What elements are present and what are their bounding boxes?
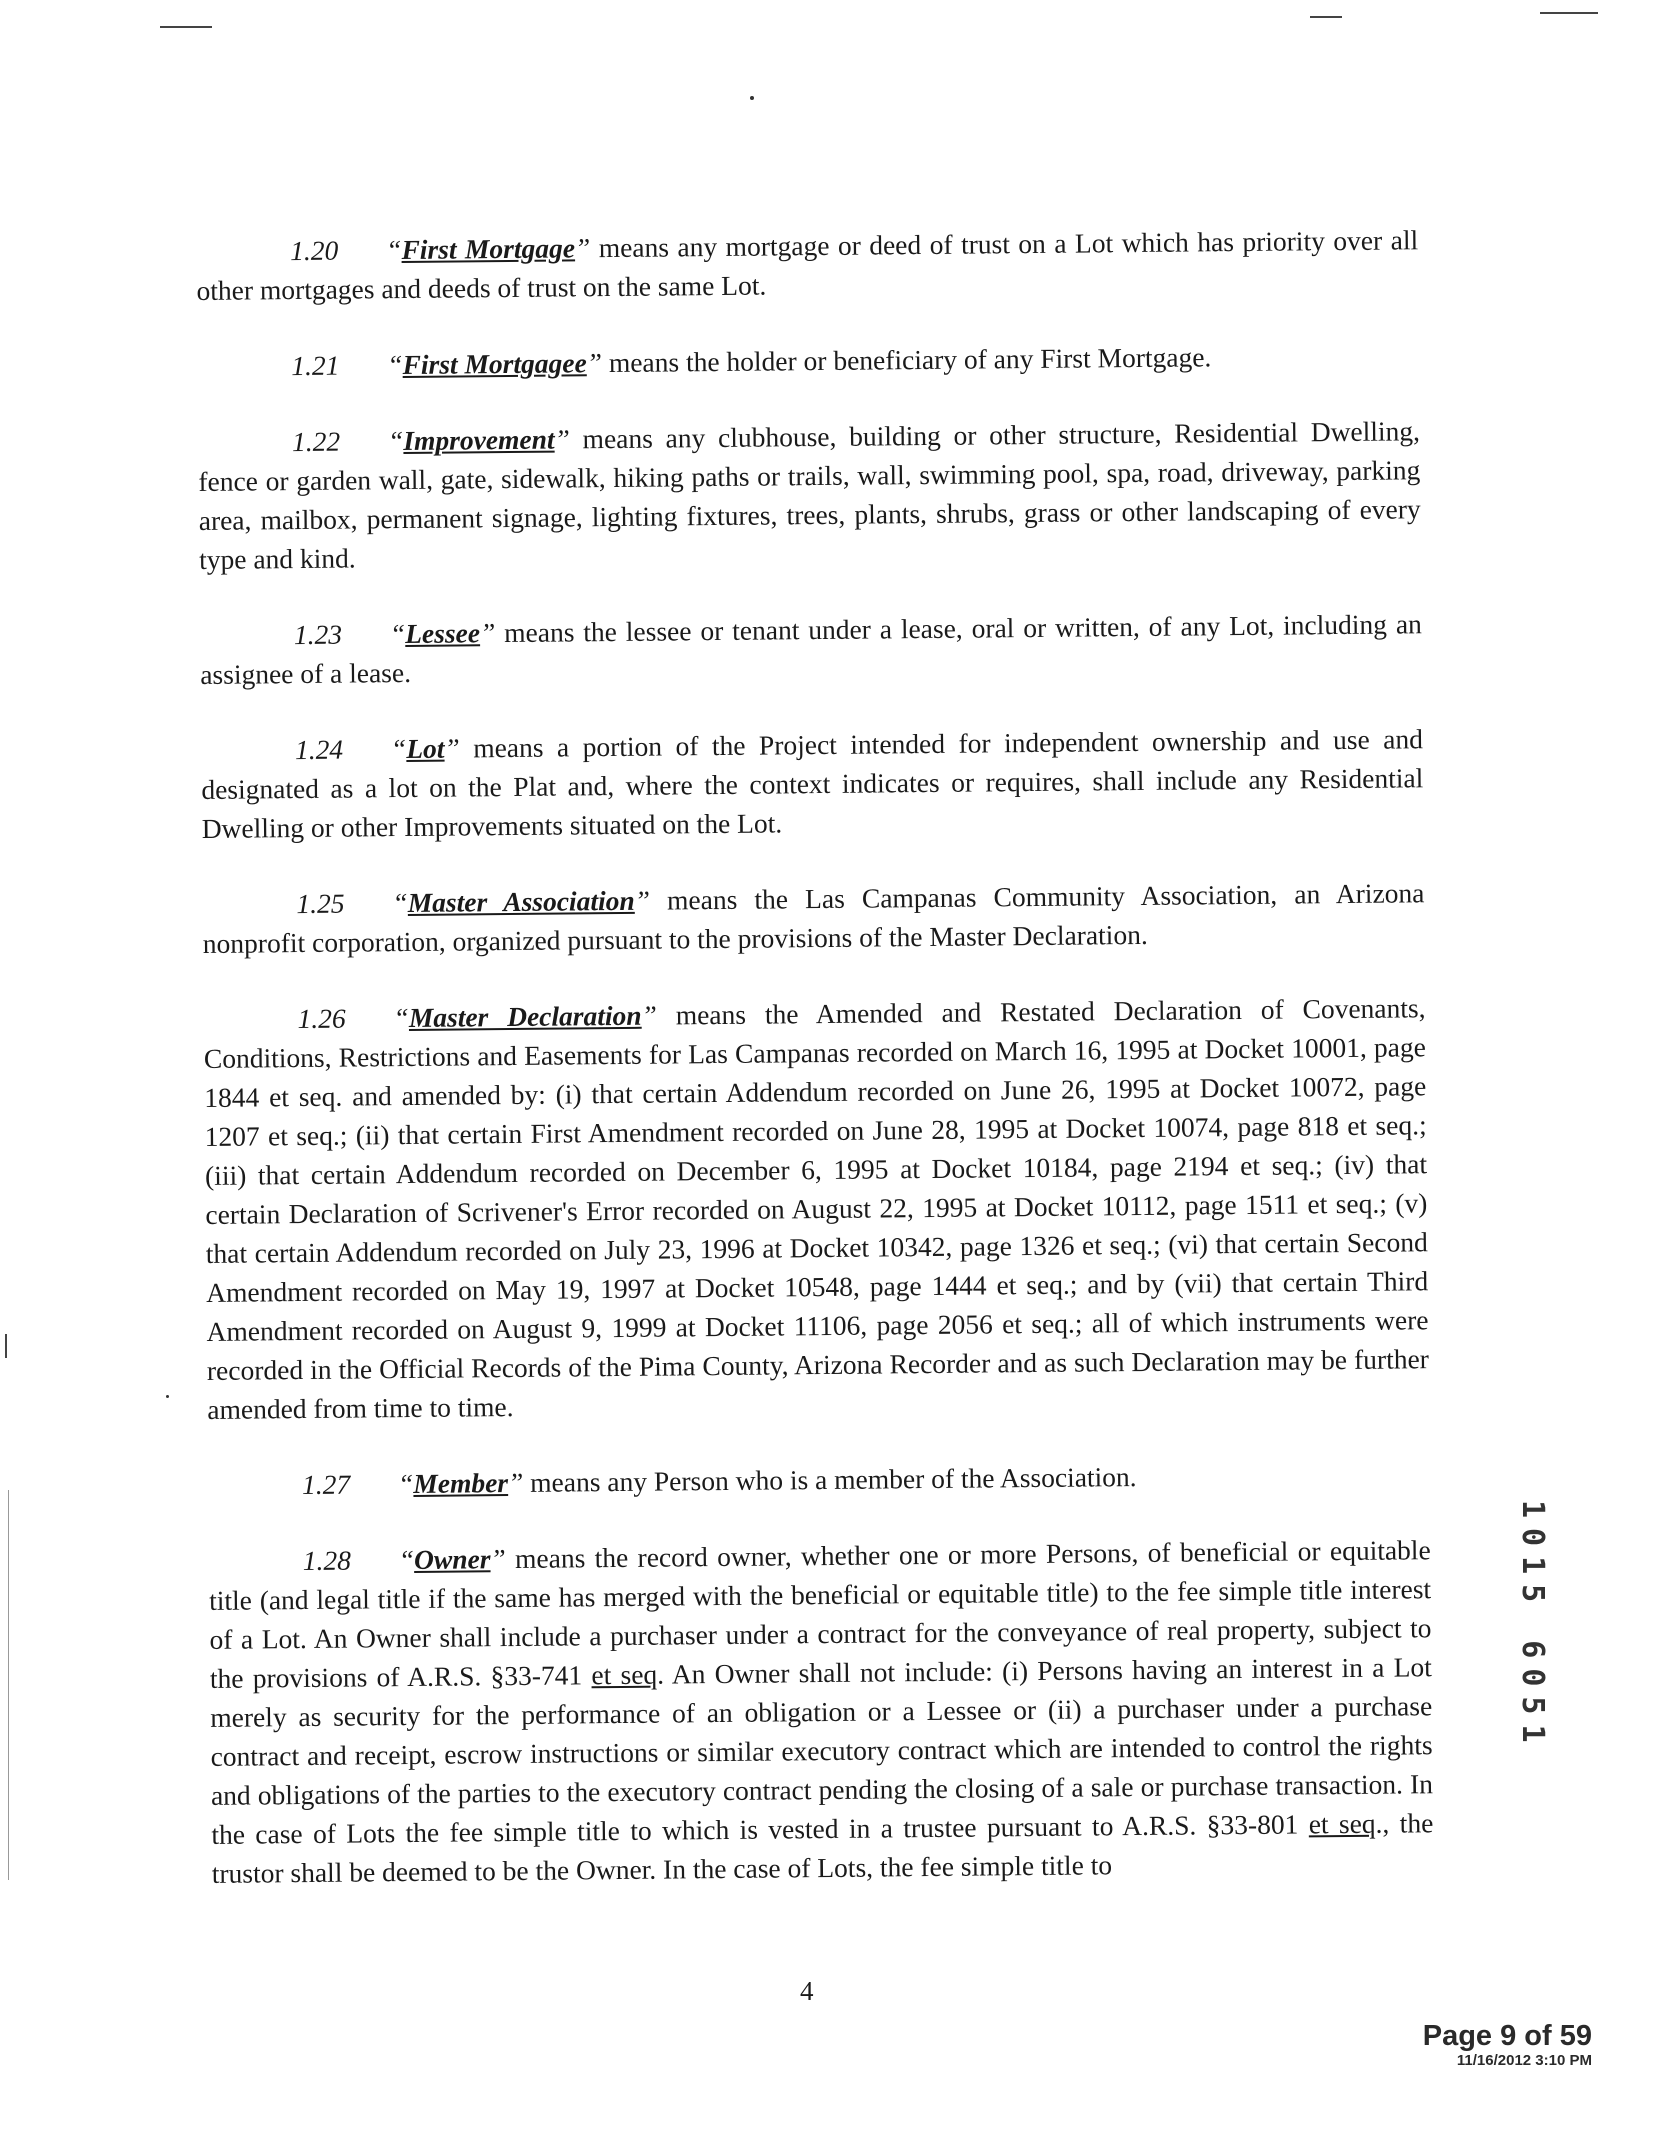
definition-1-25: 1.25 “Master Association” means the Las Campanas Community Association, an Arizona nonprofit corporation, organized pursuant to the provisions of the Master Declaration. — [202, 877, 1425, 959]
section-number: 1.24 — [294, 733, 344, 766]
definition-1-28: 1.28 “Owner” means the record owner, whether one or more Persons, of beneficial or equitable title (and legal title if the same has merged with the beneficial or equitable title) to the fee simple title interest of a Lot. An Owner shall include a purchaser under a contract for the conveyance of real property, subject to the provisions of A.R.S. §33-741 et seq. An Owner shall not include: (i) Persons having an interest in a Lot merely as security for the performance of an obligation or a Lessee or (ii) a purchaser under a purchase contract and receipt, escrow instructions or similar executory contract which are intended to control the rights and obligations of the parties to the executory contract pending the closing of a sale or purchase transaction. In the case of Lots the fee simple title to which is vested in a trustee pursuant to A.R.S. §33-801 et seq., the trustor shall be deemed to be the Owner. In the case of Lots, the fee simple title to — [208, 1534, 1434, 1889]
defined-term: Member — [413, 1467, 509, 1499]
page-number: 4 — [800, 1976, 814, 2006]
citation-et-seq: et seq — [591, 1658, 658, 1691]
stamp-page-count: Page 9 of 59 — [1422, 2020, 1592, 2052]
defined-term: Owner — [413, 1543, 491, 1575]
document-body — [196, 220, 1434, 1930]
definition-1-21: 1.21 “First Mortgagee” means the holder or beneficiary of any First Mortgage. — [197, 335, 1419, 386]
definition-1-20: 1.20 “First Mortgage” means any mortgage or deed of trust on a Lot which has priority over all other mortgages and deeds of trust on the same Lot. — [196, 224, 1419, 306]
section-number: 1.20 — [290, 234, 339, 267]
section-number: 1.25 — [296, 887, 345, 920]
definition-1-26: 1.26 “Master Declaration” means the Amended and Restated Declaration of Covenants, Conditions, Restrictions and Easements for Las Campanas recorded on March 16, 1995 at Docket 10001, page 1844 et seq. and amended by: (i) that certain Addendum recorded on June 26, 1995 at Docket 10072, page 1207 et seq.; (ii) that certain First Amendment recorded on June 28, 1995 at Docket 10074, page 818 et seq.; (iii) that certain Addendum recorded on December 6, 1995 at Docket 10184, page 2194 et seq.; (iv) that certain Declaration of Scrivener's Error recorded on August 22, 1995 at Docket 10112, page 1511 et seq.; (v) that certain Addendum recorded on July 23, 1996 at Docket 10342, page 1326 et seq.; (vi) that certain Second Amendment recorded on May 19, 1997 at Docket 10548, page 1444 et seq.; and by (vii) that certain Third Amendment recorded on August 9, 1999 at Docket 11106, page 2056 et seq.; all of which instruments were recorded in the Official Records of the Pima County, Arizona Recorder and as such Declaration may be further amended from time to time. — [203, 992, 1430, 1425]
defined-term: Master Declaration — [408, 999, 642, 1033]
defined-term: Lessee — [405, 617, 481, 650]
scan-mark — [166, 1395, 169, 1398]
citation-et-seq: et seq — [1308, 1807, 1376, 1840]
defined-term: First Mortgagee — [402, 347, 587, 381]
page-stamp — [1382, 2020, 1592, 2070]
defined-term: Master Association — [407, 884, 635, 918]
section-number: 1.26 — [297, 1002, 346, 1035]
scan-mark — [1540, 12, 1598, 14]
definition-text: . An Owner shall not include: (i) Persons having an interest in a Lot merely as security for the performance of an obligation or a Lessee or (ii) a purchaser under a purchase contract and receipt, escrow instructions or similar executory contract which are intended to control the rights and obligations of the parties to the executory contract pending the closing of a sale or purchase transaction. In the case of Lots the fee simple title to which is vested in a trustee pursuant to A.R.S. §33-801 — [210, 1651, 1434, 1850]
section-number: 1.23 — [293, 618, 343, 651]
stamp-datetime: 11/16/2012 3:10 PM — [1456, 2052, 1592, 2069]
definition-text: means the record owner, whether one or more Persons, of beneficial or equitable title (and legal title if the same has merged with the beneficial or equitable title) to the fee simple title interest of a Lot. An Owner shall include a purchaser under a contract for the conveyance of real property, subject to the provisions of A.R.S. §33-741 — [208, 1534, 1432, 1694]
definition-text: means a portion of the Project intended for independent ownership and use and designated as a lot on the Plat and, where the context indicates or requires, shall include any Residential Dwelling or other Improvements situated on the Lot. — [201, 723, 1424, 844]
section-number: 1.22 — [291, 425, 341, 458]
definition-text: means any Person who is a member of the Association. — [523, 1461, 1137, 1498]
definition-1-22: 1.22 “Improvement” means any clubhouse, building or other structure, Residential Dwelling, fence or garden wall, gate, sidewalk, hiking paths or trails, wall, swimming pool, spa, road, driveway, parking area, mailbox, permanent signage, lighting fixtures, trees, plants, shrubs, grass or other landscaping of every type and kind. — [198, 415, 1421, 575]
recording-number-vertical — [1512, 1500, 1552, 1820]
scan-mark — [8, 1490, 9, 1880]
defined-term: Improvement — [403, 423, 555, 457]
defined-term: Lot — [406, 732, 445, 765]
section-number: 1.27 — [301, 1468, 351, 1501]
scan-mark — [750, 96, 754, 100]
definition-text: ., the trustor shall be deemed to be the Owner. In the case of Lots, the fee simple title to — [211, 1807, 1434, 1889]
definition-text: means the Amended and Restated Declaration of Covenants, Conditions, Restrictions and Easements for Las Campanas recorded on March 16, 1995 at Docket 10001, page 1844 et seq. and amended by: (i) that certain Addendum recorded on June 26, 1995 at Docket 10072, page 1207 et seq.; (ii) that certain First Amendment recorded on June 28, 1995 at Docket 10074, page 818 et seq.; (iii) that certain Addendum recorded on December 6, 1995 at Docket 10184, page 2194 et seq.; (iv) that certain Declaration of Scrivener's Error recorded on August 22, 1995 at Docket 10112, page 1511 et seq.; (v) that certain Addendum recorded on July 23, 1996 at Docket 10342, page 1326 et seq.; (vi) that certain Second Amendment recorded on May 19, 1997 at Docket 10548, page 1444 et seq.; and by (vii) that certain Third Amendment recorded on August 9, 1999 at Docket 11106, page 2056 et seq.; all of which instruments were recorded in the Official Records of the Pima County, Arizona Recorder and as such Declaration may be further amended from time to time. — [203, 992, 1430, 1425]
definition-text: means the Las Campanas Community Association, an Arizona nonprofit corporation, organized pursuant to the provisions of the Master Declaration. — [202, 877, 1425, 959]
definition-1-24: 1.24 “Lot” means a portion of the Project intended for independent ownership and use and designated as a lot on the Plat and, where the context indicates or requires, shall include any Residential Dwelling or other Improvements situated on the Lot. — [201, 723, 1424, 844]
definition-1-23: 1.23 “Lessee” means the lessee or tenant under a lease, oral or written, of any Lot, including an assignee of a lease. — [200, 608, 1422, 690]
definition-text: means any mortgage or deed of trust on a Lot which has priority over all other mortgages and deeds of trust on the same Lot. — [196, 224, 1419, 306]
definition-text: means the holder or beneficiary of any First Mortgage. — [601, 341, 1212, 379]
scan-mark — [1310, 16, 1342, 18]
scan-mark — [5, 1334, 7, 1358]
definition-text: means the lessee or tenant under a lease, oral or written, of any Lot, including an assignee of a lease. — [200, 608, 1422, 690]
definition-1-27: 1.27 “Member” means any Person who is a member of the Association. — [208, 1454, 1430, 1505]
defined-term: First Mortgage — [401, 232, 576, 266]
section-number: 1.21 — [291, 349, 340, 382]
definition-text: means any clubhouse, building or other structure, Residential Dwelling, fence or garden wall, gate, sidewalk, hiking paths or trails, wall, swimming pool, spa, road, driveway, parking area, mailbox, permanent signage, lighting fixtures, trees, plants, shrubs, grass or other landscaping of every type and kind. — [198, 415, 1421, 575]
scan-mark — [160, 26, 212, 28]
recording-number: 1015 6051 — [1515, 1500, 1550, 1753]
section-number: 1.28 — [302, 1544, 352, 1577]
